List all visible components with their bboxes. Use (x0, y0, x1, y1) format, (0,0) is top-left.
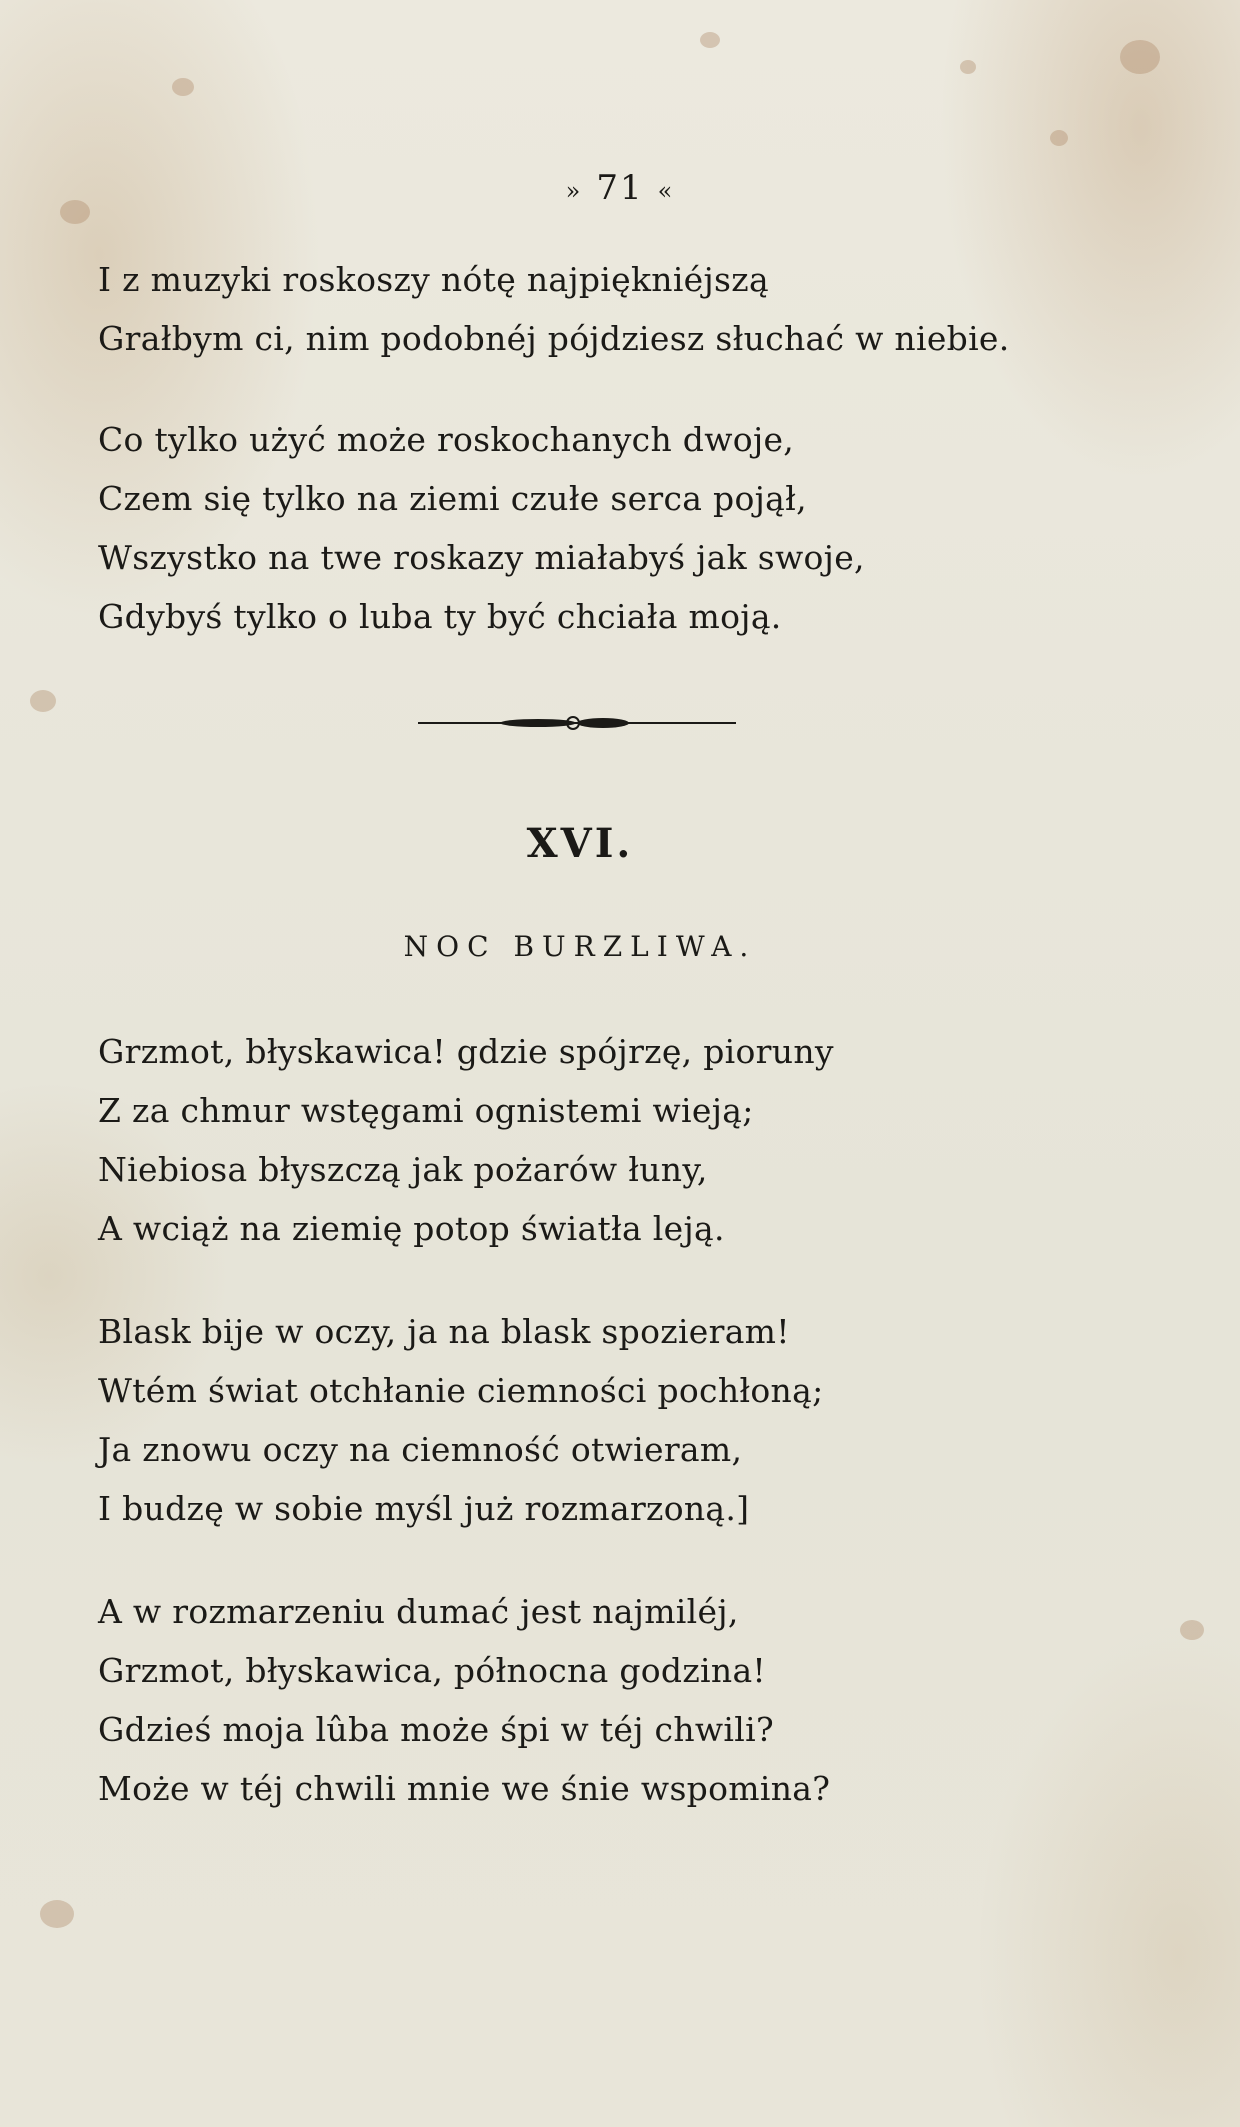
verse-line: Wtém świat otchłanie ciemności pochłoną; (98, 1371, 824, 1410)
stanza (98, 1582, 1098, 1818)
verse-line: Niebiosa błyszczą jak pożarów łuny, (98, 1150, 708, 1189)
verse-line: Gdybyś tylko o luba ty być chciała moją. (98, 597, 782, 636)
poem-title: NOC BURZLIWA. (403, 930, 757, 963)
stain-spot (1180, 1620, 1204, 1640)
verse-line: Wszystko na twe roskazy miałabyś jak swoje, (98, 538, 865, 577)
ornamental-divider (418, 716, 736, 730)
verse-line: Grałbym ci, nim podobnéj pójdziesz słuchać w niebie. (98, 319, 1010, 358)
verse-line: Gdzieś moja lûba może śpi w téj chwili? (98, 1710, 774, 1749)
verse-line: Co tylko użyć może roskochanych dwoje, (98, 420, 795, 459)
verse-line: Grzmot, błyskawica, północna godzina! (98, 1651, 766, 1690)
stain-spot (1120, 40, 1160, 74)
stain-spot (40, 1900, 74, 1928)
ornament-right: « (657, 177, 675, 205)
stanza (98, 1302, 1098, 1538)
stain-spot (172, 78, 194, 96)
stain-spot (960, 60, 976, 74)
verse-line: I z muzyki roskoszy nótę najpiękniéjszą (98, 260, 769, 299)
verse-line: A w rozmarzeniu dumać jest najmiléj, (98, 1592, 739, 1631)
stanza (98, 1022, 1098, 1258)
stain-spot (1050, 130, 1068, 146)
stain-spot (700, 32, 720, 48)
section-number: XVI. (526, 820, 634, 867)
verse-line: Czem się tylko na ziemi czułe serca pojął, (98, 479, 807, 518)
verse-line: Grzmot, błyskawica! gdzie spójrzę, pioruny (98, 1032, 834, 1071)
stain-spot (30, 690, 56, 712)
ornament-left: » (565, 177, 583, 205)
verse-line: Może w téj chwili mnie we śnie wspomina? (98, 1769, 831, 1808)
stanza (98, 250, 1098, 368)
page-number: 71 (596, 168, 644, 208)
verse-line: A wciąż na ziemię potop światła leją. (98, 1209, 725, 1248)
verse-line: Blask bije w oczy, ja na blask spozieram! (98, 1312, 790, 1351)
stanza (98, 410, 1098, 646)
verse-line: Ja znowu oczy na ciemność otwieram, (98, 1430, 743, 1469)
verse-line: Z za chmur wstęgami ognistemi wieją; (98, 1091, 754, 1130)
page-number-header (0, 168, 1240, 208)
verse-line: I budzę w sobie myśl już rozmarzoną.] (98, 1489, 750, 1528)
